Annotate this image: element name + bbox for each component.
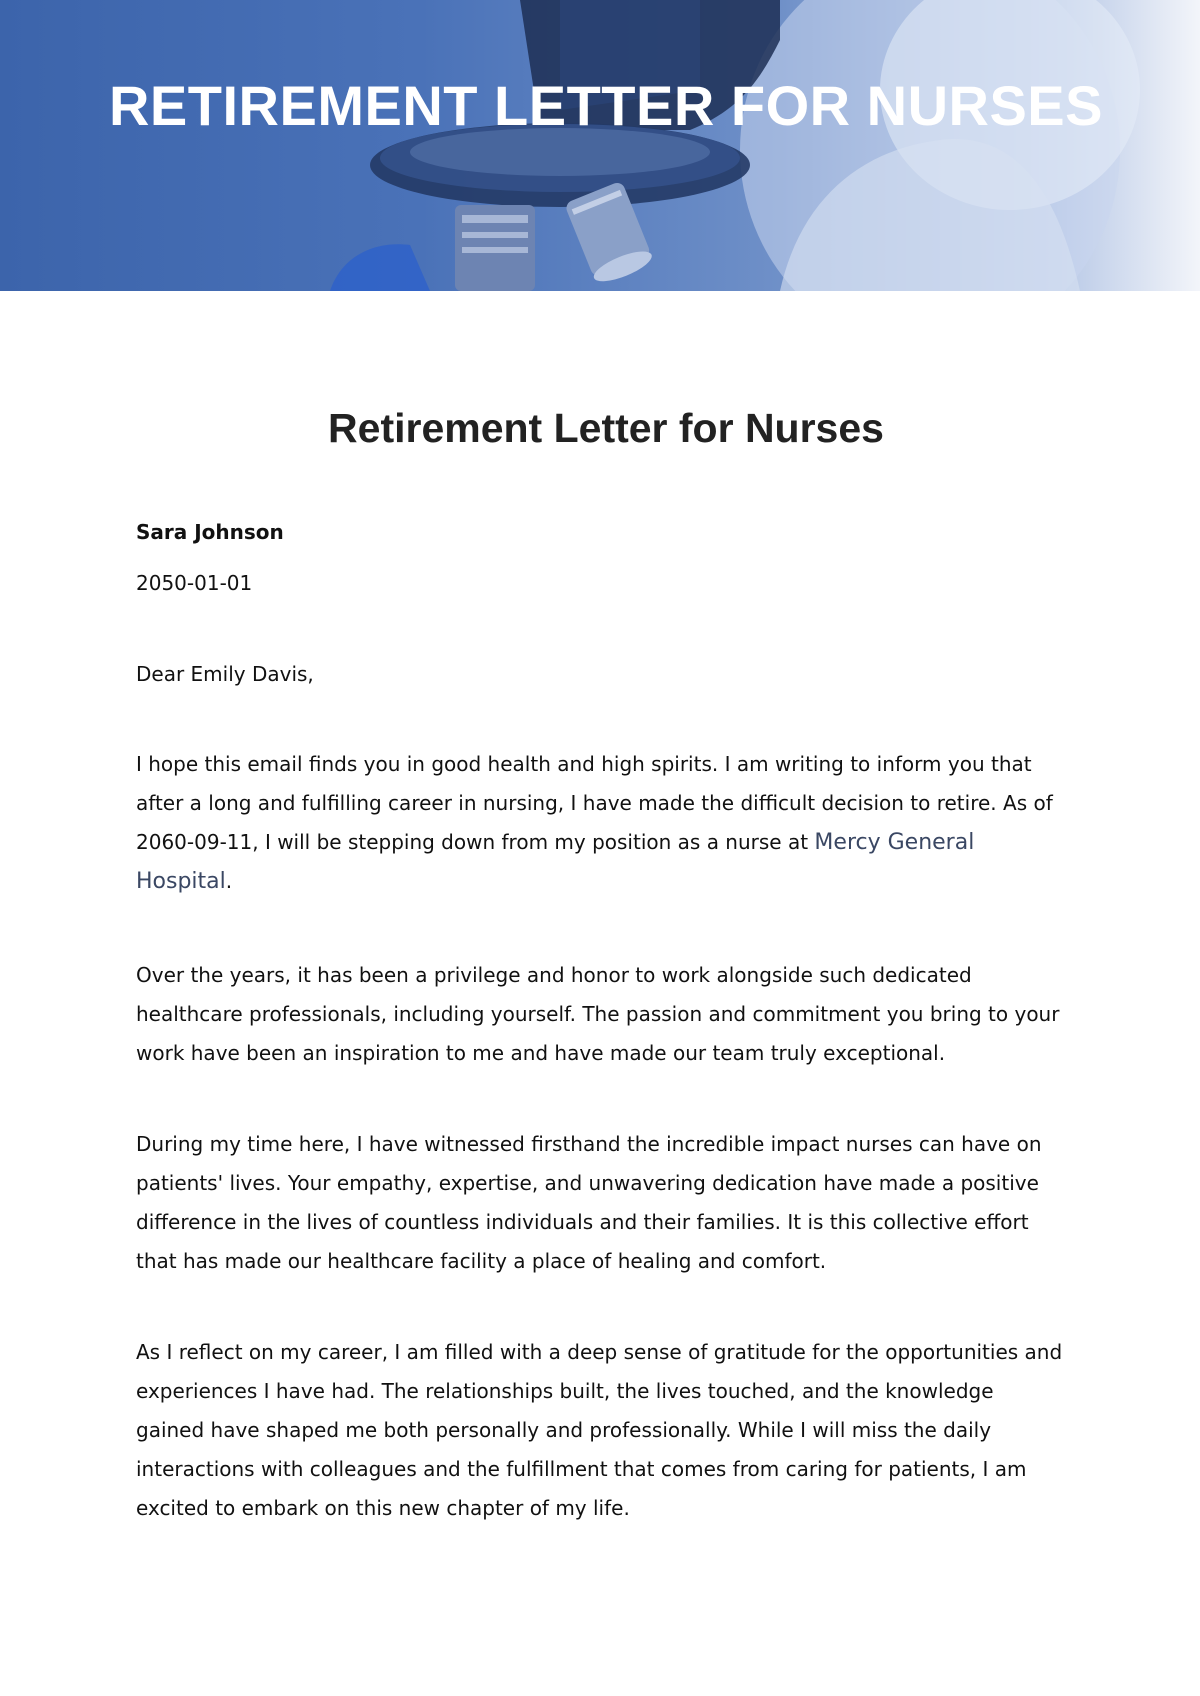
microscope-photo-illustration [0, 0, 1200, 291]
intro-text: I hope this email finds you in good health and high spirits. I am writing to inform you that after a long and fulfilling career in nursing, I have made the difficult decision to retire. As of 2060-09-11, I will be stepping down from my position as a nurse at [136, 752, 1053, 854]
intro-end: . [225, 869, 233, 893]
sender-name: Sara Johnson [136, 520, 284, 544]
letter-date: 2050-01-01 [136, 571, 253, 595]
hospital-name: Mercy General Hospital [136, 830, 975, 894]
paragraph-intro [136, 745, 1064, 901]
paragraph-colleagues: Over the years, it has been a privilege and honor to work alongside such dedicated healthcare professionals, including yourself. The passion and commitment you bring to your work have been an inspiration to me and have made our team truly exceptional. [136, 963, 1060, 1065]
banner-title: RETIREMENT LETTER FOR NURSES [108, 74, 1104, 137]
header-banner [0, 0, 1200, 291]
paragraph-impact: During my time here, I have witnessed firsthand the incredible impact nurses can have on patients' lives. Your empathy, expertise, and unwavering dedication have made a positive difference in the lives of countless individuals and their families. It is this collective effort that has made our healthcare facility a place of healing and comfort. [136, 1132, 1042, 1273]
salutation: Dear Emily Davis, [136, 662, 314, 686]
page-title: Retirement Letter for Nurses [328, 405, 884, 451]
paragraph-reflection: As I reflect on my career, I am filled with a deep sense of gratitude for the opportunities and experiences I have had. The relationships built, the lives touched, and the knowledge gained have shaped me both personally and professionally. While I will miss the daily interactions with colleagues and the fulfillment that comes from caring for patients, I am excited to embark on this new chapter of my life. [136, 1340, 1063, 1520]
